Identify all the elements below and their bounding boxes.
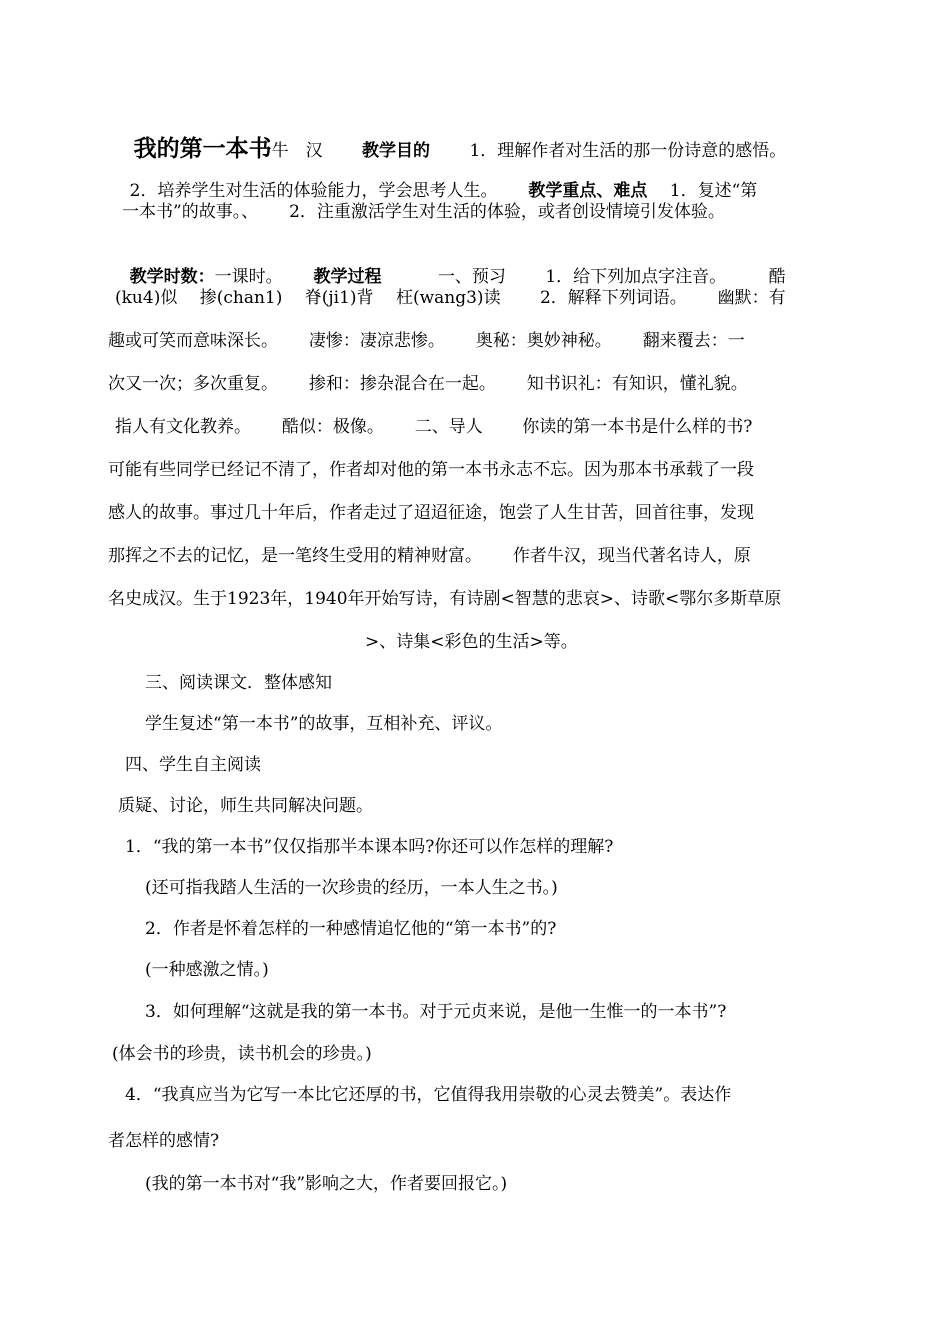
goal-2: 2．培养学生对生活的体验能力，学会思考人生。 (129, 181, 489, 201)
key-1: 1．复述“第 (669, 181, 758, 201)
line-17: 质疑、讨论，师生共同解决问题。 (118, 796, 373, 816)
heading-teaching-goal: 教学目的 (362, 141, 431, 161)
answer-1: (还可指我踏人生活的一次珍贵的经历，一本人生之书。) (145, 878, 558, 898)
process-preview: 一、预习 1．给下列加点字注音。 酷 (437, 267, 786, 287)
line-9: 可能有些同学已经记不清了，作者却对他的第一本书永志不忘。因为那本书承载了一段 (108, 460, 754, 480)
line-13: >、诗集<彩色的生活>等。 (365, 632, 578, 652)
line-10: 感人的故事。事过几十年后，作者走过了迢迢征途，饱尝了人生甘苦，回首往事，发现 (108, 503, 754, 523)
line-11: 那挥之不去的记忆，是一笔终生受用的精神财富。 作者牛汉，现当代著名诗人，原 (108, 546, 751, 566)
question-2: 2．作者是怀着怎样的一种感情追忆他的“第一本书”的? (145, 919, 557, 939)
line-7: 次又一次；多次重复。 掺和：掺杂混合在一起。 知书识礼：有知识，懂礼貌。 (108, 374, 748, 394)
question-4-cont: 者怎样的感情? (108, 1131, 220, 1151)
doc-title: 我的第一本书 (133, 136, 272, 162)
line-5: (ku4)似 掺(chan1) 脊(ji1)背 枉(wang3)读 2．解释下列词语。 幽默：有 (115, 288, 786, 308)
class-hours: 一课时。 (214, 267, 275, 287)
question-3: 3．如何理解“这就是我的第一本书。对于元贞来说，是他一生惟一的一本书”? (145, 1002, 727, 1022)
section-heading-reading: 三、阅读课文．整体感知 (145, 673, 332, 693)
answer-2: (一种感激之情。) (145, 960, 269, 980)
goal-1: 1．理解作者对生活的那一份诗意的感悟。 (469, 141, 787, 161)
heading-process: 教学过程 (313, 267, 382, 287)
doc-author: 牛 汉 (271, 141, 323, 161)
line-12: 名史成汉。生于1923年，1940年开始写诗，有诗剧<智慧的悲哀>、诗歌<鄂尔多斯草原 (108, 589, 782, 609)
line-15: 学生复述“第一本书”的故事，互相补充、评议。 (145, 714, 503, 734)
line-6: 趣或可笑而意味深长。 凄惨：凄凉悲惨。 奥秘：奥妙神秘。 翻来覆去：一 (108, 331, 745, 351)
line-3: 一本书”的故事。、 2．注重激活学生对生活的体验，或者创设情境引发体验。 (122, 202, 725, 222)
section-heading-self-reading: 四、学生自主阅读 (125, 755, 261, 775)
answer-3: (体会书的珍贵，读书机会的珍贵。) (112, 1044, 372, 1064)
question-1: 1．“我的第一本书”仅仅指那半本课本吗?你还可以作怎样的理解? (125, 837, 614, 857)
heading-class-hours: 教学时数： (129, 267, 215, 287)
line-8: 指人有文化教养。 酷似：极像。 二、导人 你读的第一本书是什么样的书? (115, 417, 753, 437)
heading-key-points: 教学重点、难点 (528, 181, 648, 201)
question-4: 4．“我真应当为它写一本比它还厚的书，它值得我用崇敬的心灵去赞美”。表达作 (125, 1085, 732, 1105)
answer-4: (我的第一本书对“我”影响之大，作者要回报它。) (145, 1174, 508, 1194)
